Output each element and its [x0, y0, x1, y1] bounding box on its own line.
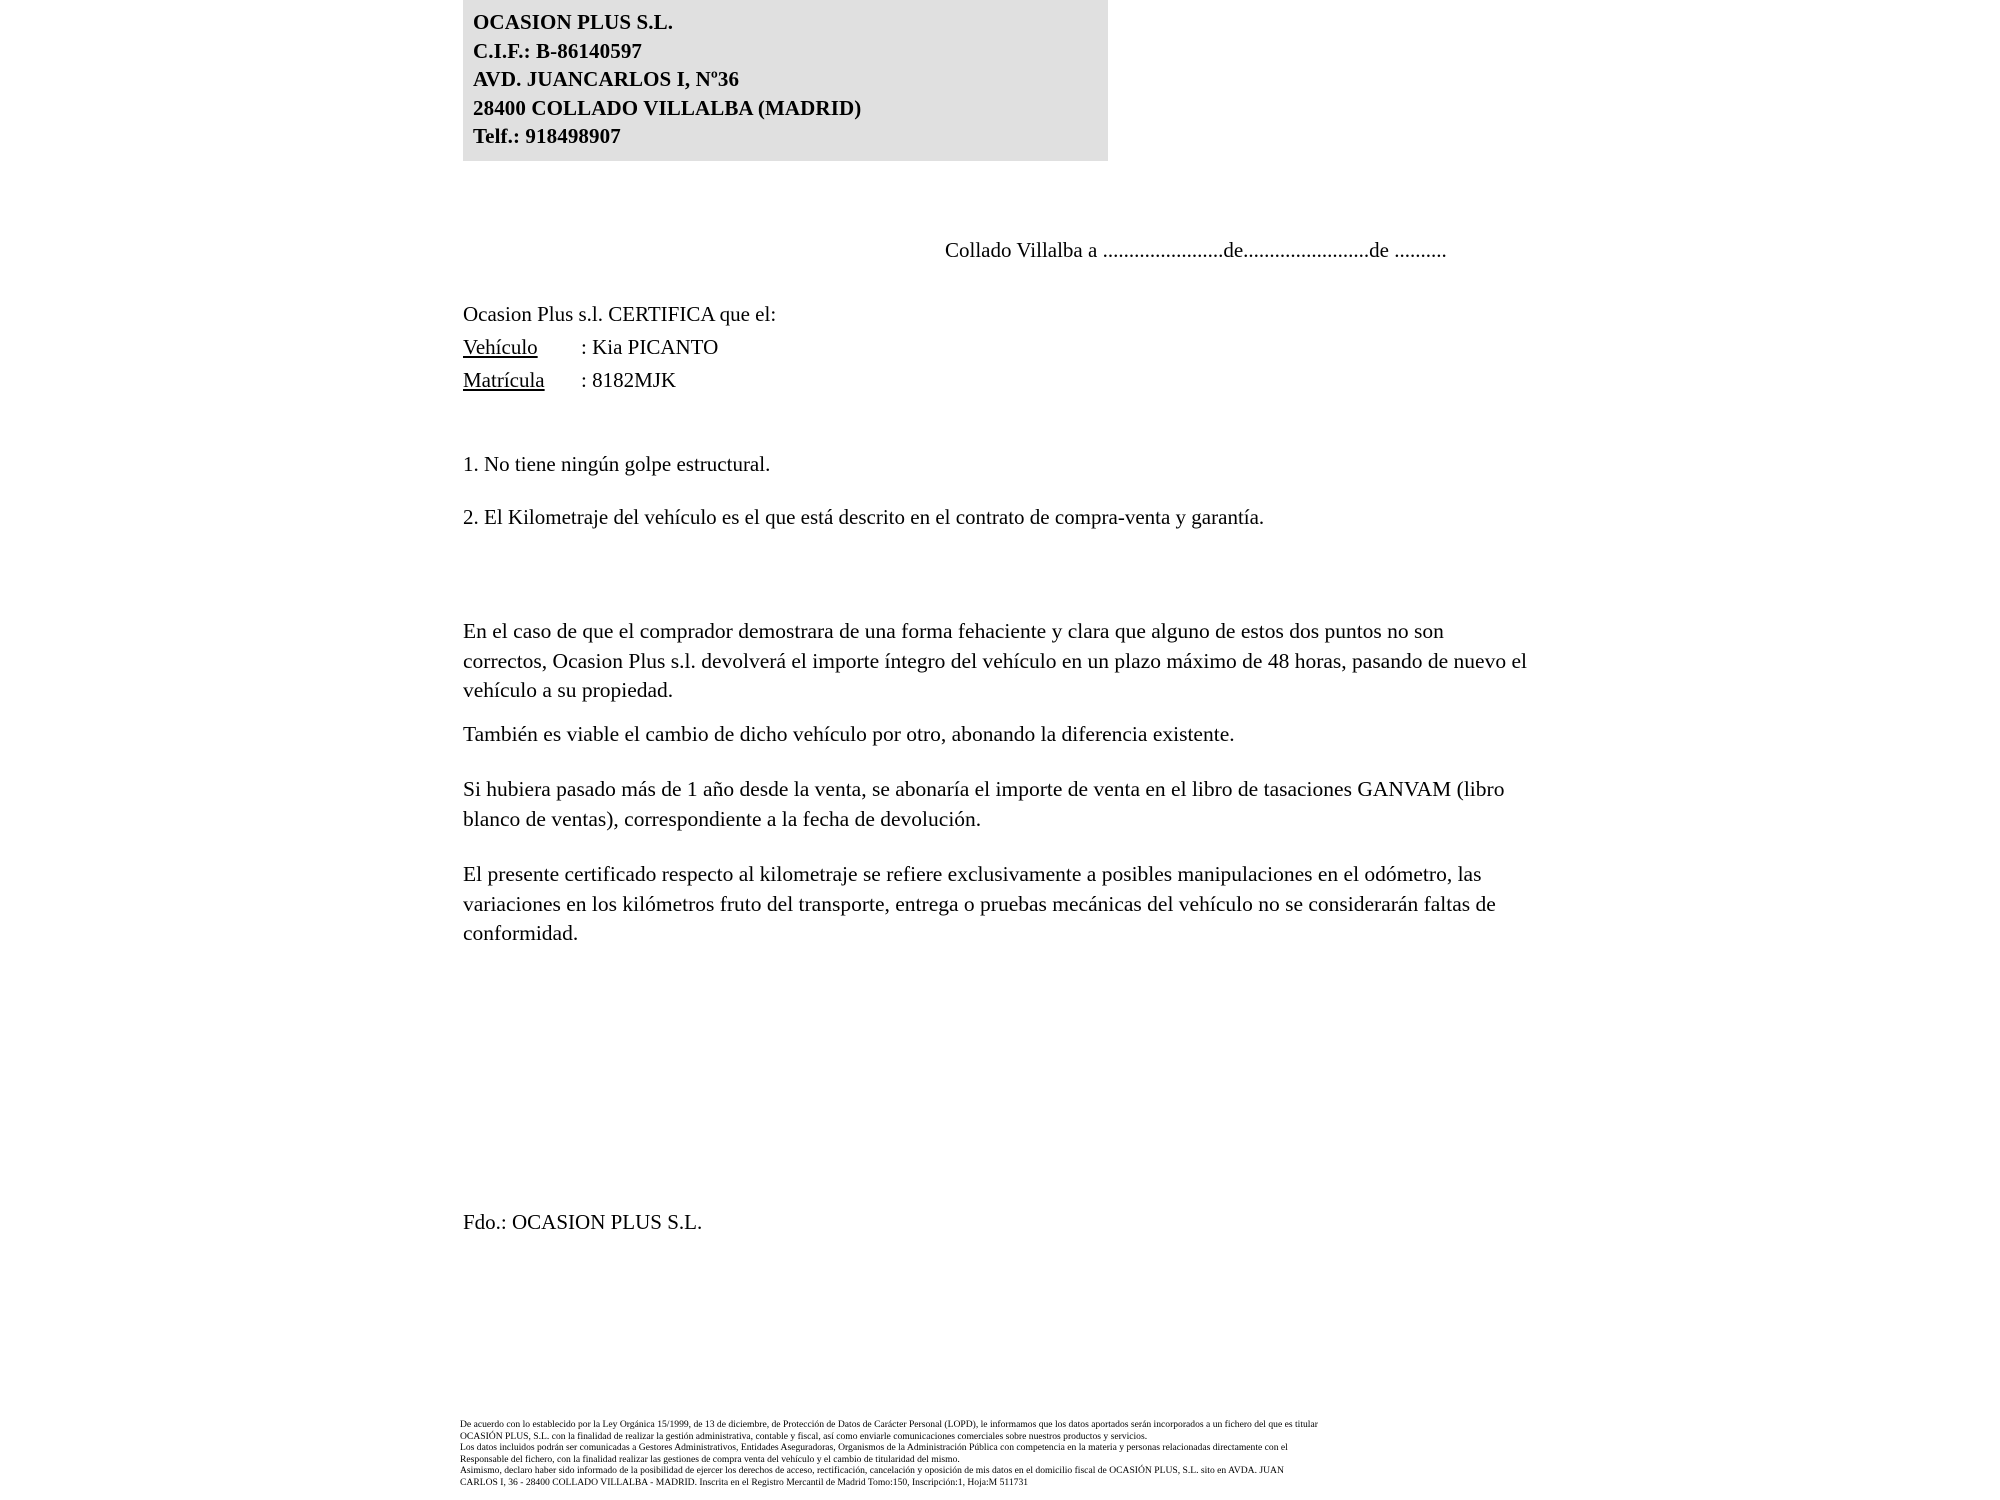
company-phone: Telf.: 918498907: [473, 124, 621, 148]
signature-line: Fdo.: OCASION PLUS S.L.: [463, 1210, 703, 1234]
vehicle-row: [463, 331, 776, 364]
legal-footer: [460, 1419, 1570, 1489]
legal-footer-line-2: OCASIÓN PLUS, S.L. con la finalidad de realizar la gestión administrativa, contable y fiscal, así como enviarle comunicaciones comerciales sobre nuestros productos y servicios.: [460, 1430, 1148, 1442]
vehicle-value: : Kia PICANTO: [581, 335, 719, 359]
company-city: 28400 COLLADO VILLALBA (MADRID): [473, 95, 862, 120]
date-line: Collado Villalba a .......................de........................de ..........: [945, 238, 1447, 262]
company-street: AVD. JUANCARLOS I, Nº36: [473, 67, 740, 91]
point-item-2: 2. El Kilometraje del vehículo es el que está descrito en el contrato de compra-venta y garantía.: [463, 505, 1265, 529]
legal-footer-line-1: De acuerdo con lo establecido por la Ley Orgánica 15/1999, de 13 de diciembre, de Protección de Datos de Carácter Personal (LOPD), le informamos que los datos aportados serán incorporados a un fichero del que es titular: [460, 1419, 1318, 1430]
paragraph-exchange-option: También es viable el cambio de dicho vehículo por otro, abonando la diferencia existente.: [463, 722, 1235, 746]
company-name: OCASION PLUS S.L.: [473, 10, 674, 34]
point-item-1: 1. No tiene ningún golpe estructural.: [463, 452, 771, 476]
company-cif: C.I.F.: B-86140597: [473, 38, 643, 63]
plate-label: Matrícula: [463, 368, 545, 392]
plate-row: [463, 364, 776, 397]
certification-block: [463, 298, 776, 397]
vehicle-label: Vehículo: [463, 335, 538, 359]
legal-footer-line-5: Asimismo, declaro haber sido informado de la posibilidad de ejercer los derechos de acceso, rectificación, cancelación y oposición de mis datos en el domicilio fiscal de OCASIÓN PLUS, S.L. sito en AVDA. JUAN: [460, 1465, 1284, 1477]
legal-footer-line-4: Responsable del fichero, con la finalidad realizar las gestiones de compra venta del vehículo y el cambio de titularidad del mismo.: [460, 1453, 960, 1465]
plate-value: : 8182MJK: [581, 368, 677, 392]
paragraph-one-year-clause: Si hubiera pasado más de 1 año desde la venta, se abonaría el importe de venta en el libro de tasaciones GANVAM (libro blanco de ventas), correspondiente a la fecha de devolución.: [463, 777, 1505, 831]
paragraph-odometer-scope: El presente certificado respecto al kilometraje se refiere exclusivamente a posibles manipulaciones en el odómetro, las variaciones en los kilómetros fruto del transporte, entrega o pruebas mecánicas del vehículo no se considerarán faltas de conformidad.: [463, 862, 1496, 945]
letterhead-block: [463, 0, 1108, 161]
legal-footer-line-3: Los datos incluidos podrán ser comunicadas a Gestores Administrativos, Entidades Aseguradoras, Organismos de la Administración Pública con competencia en la materia y personas relacionadas directamente con el: [460, 1442, 1288, 1454]
paragraph-refund-terms: En el caso de que el comprador demostrara de una forma fehaciente y clara que alguno de estos dos puntos no son correctos, Ocasion Plus s.l. devolverá el importe íntegro del vehículo en un plazo máximo de 48 horas, pasando de nuevo el vehículo a su propiedad.: [463, 619, 1527, 702]
certification-intro: Ocasion Plus s.l. CERTIFICA que el:: [463, 302, 777, 326]
legal-footer-line-6: CARLOS I, 36 - 28400 COLLADO VILLALBA - MADRID. Inscrita en el Registro Mercantil de Madrid Tomo:150, Inscripción:1, Hoja:M 511731: [460, 1476, 1029, 1488]
